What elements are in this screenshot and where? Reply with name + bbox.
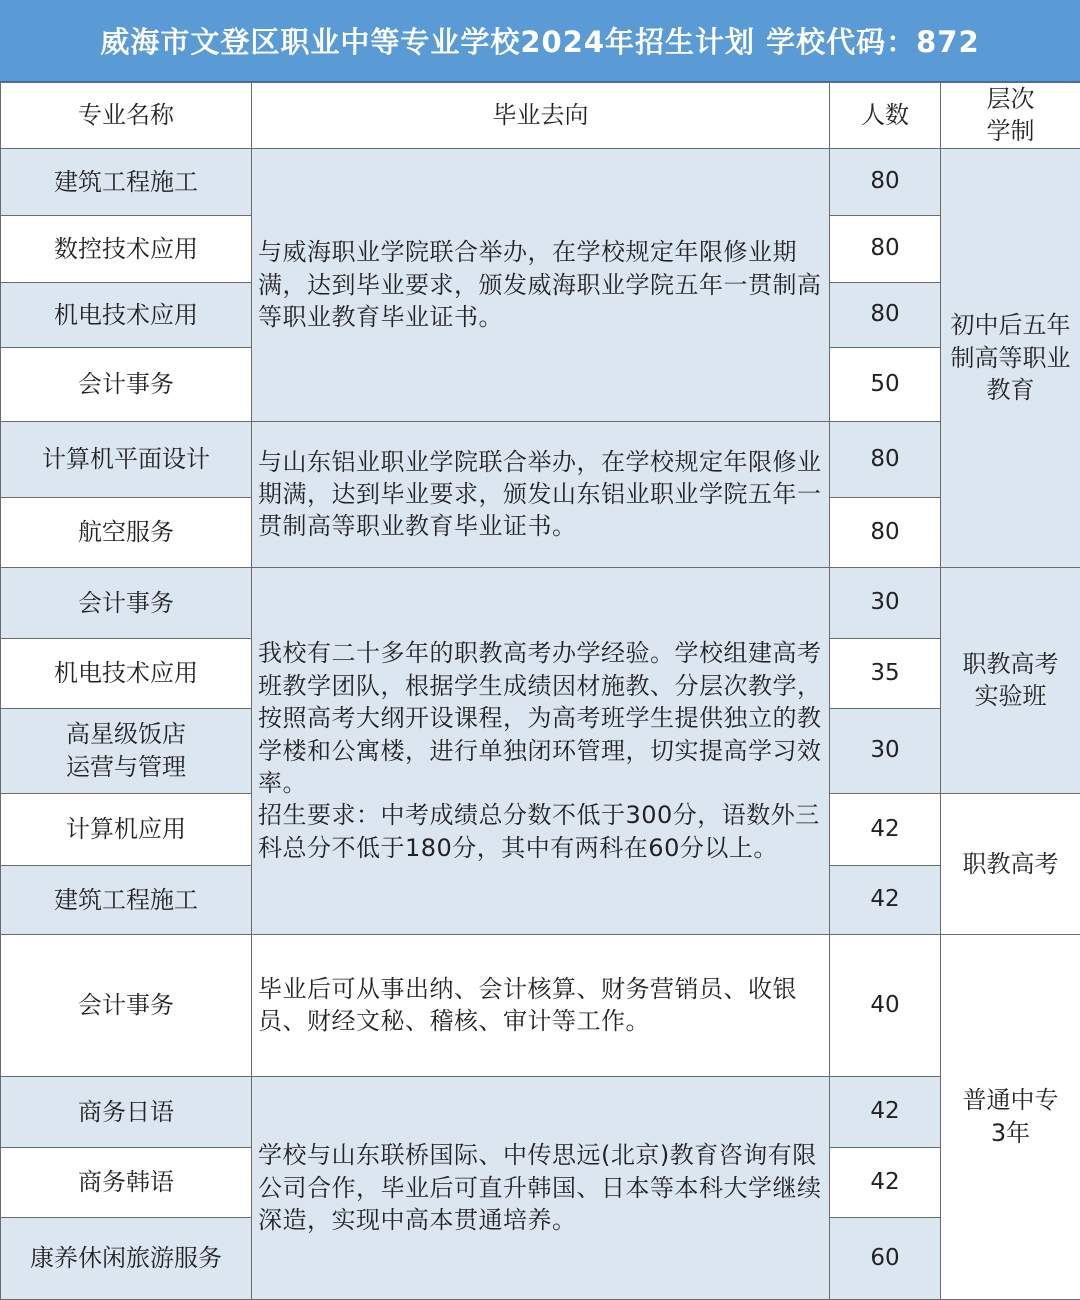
count-cell: 42: [830, 793, 941, 865]
count-cell: 80: [830, 421, 941, 497]
major-cell: 航空服务: [1, 497, 252, 567]
table-row: [1, 934, 1080, 1076]
count-cell: 80: [830, 282, 941, 347]
header-major: 专业名称: [1, 83, 252, 149]
major-cell: 计算机平面设计: [1, 421, 252, 497]
major-cell: 商务日语: [1, 1076, 252, 1147]
count-cell: 30: [830, 708, 941, 793]
level-cell: 职教高考实验班: [941, 567, 1080, 793]
destination-cell: 我校有二十多年的职教高考办学经验。学校组建高考班教学团队，根据学生成绩因材施教、分层次教学，按照高考大纲开设课程，为高考班学生提供独立的教学楼和公寓楼，进行单独闭环管理，切实提高学习效率。 招生要求：中考成绩总分数不低于300分，语数外三科总分不低于180分，其中有两科在60分以上。: [252, 567, 830, 934]
page-title: 威海市文登区职业中等专业学校2024年招生计划 学校代码：872: [0, 0, 1080, 82]
header-destination: 毕业去向: [252, 83, 830, 149]
count-cell: 30: [830, 567, 941, 638]
major-cell: 高星级饭店 运营与管理: [1, 708, 252, 793]
level-cell: 初中后五年制高等职业教育: [941, 148, 1080, 567]
count-cell: 80: [830, 148, 941, 215]
table-header-row: [1, 83, 1080, 149]
major-cell: 会计事务: [1, 934, 252, 1076]
count-cell: 42: [830, 865, 941, 934]
major-cell: 会计事务: [1, 347, 252, 421]
major-cell: 机电技术应用: [1, 638, 252, 708]
count-cell: 60: [830, 1217, 941, 1299]
major-cell: 计算机应用: [1, 793, 252, 865]
count-cell: 50: [830, 347, 941, 421]
major-cell: 建筑工程施工: [1, 148, 252, 215]
destination-cell: 与威海职业学院联合举办，在学校规定年限修业期满，达到毕业要求，颁发威海职业学院五年一贯制高等职业教育毕业证书。: [252, 148, 830, 421]
count-cell: 80: [830, 215, 941, 282]
major-cell: 数控技术应用: [1, 215, 252, 282]
count-cell: 40: [830, 934, 941, 1076]
count-cell: 35: [830, 638, 941, 708]
major-cell: 康养休闲旅游服务: [1, 1217, 252, 1299]
destination-cell: 毕业后可从事出纳、会计核算、财务营销员、收银员、财经文秘、稽核、审计等工作。: [252, 934, 830, 1076]
table-row: [1, 148, 1080, 215]
count-cell: 80: [830, 497, 941, 567]
major-cell: 机电技术应用: [1, 282, 252, 347]
level-cell: 职教高考: [941, 793, 1080, 934]
destination-cell: 与山东铝业职业学院联合举办，在学校规定年限修业期满，达到毕业要求，颁发山东铝业职业学院五年一贯制高等职业教育毕业证书。: [252, 421, 830, 567]
major-cell: 会计事务: [1, 567, 252, 638]
destination-cell: 学校与山东联桥国际、中传思远(北京)教育咨询有限公司合作，毕业后可直升韩国、日本等本科大学继续深造，实现中高本贯通培养。: [252, 1076, 830, 1299]
level-cell: 普通中专 3年: [941, 934, 1080, 1299]
count-cell: 42: [830, 1076, 941, 1147]
enrollment-plan-table: [0, 82, 1080, 1300]
count-cell: 42: [830, 1147, 941, 1217]
header-count: 人数: [830, 83, 941, 149]
table-row: [1, 421, 1080, 497]
header-level: 层次 学制: [941, 83, 1080, 149]
table-row: [1, 1076, 1080, 1147]
major-cell: 建筑工程施工: [1, 865, 252, 934]
major-cell: 商务韩语: [1, 1147, 252, 1217]
table-row: [1, 567, 1080, 638]
